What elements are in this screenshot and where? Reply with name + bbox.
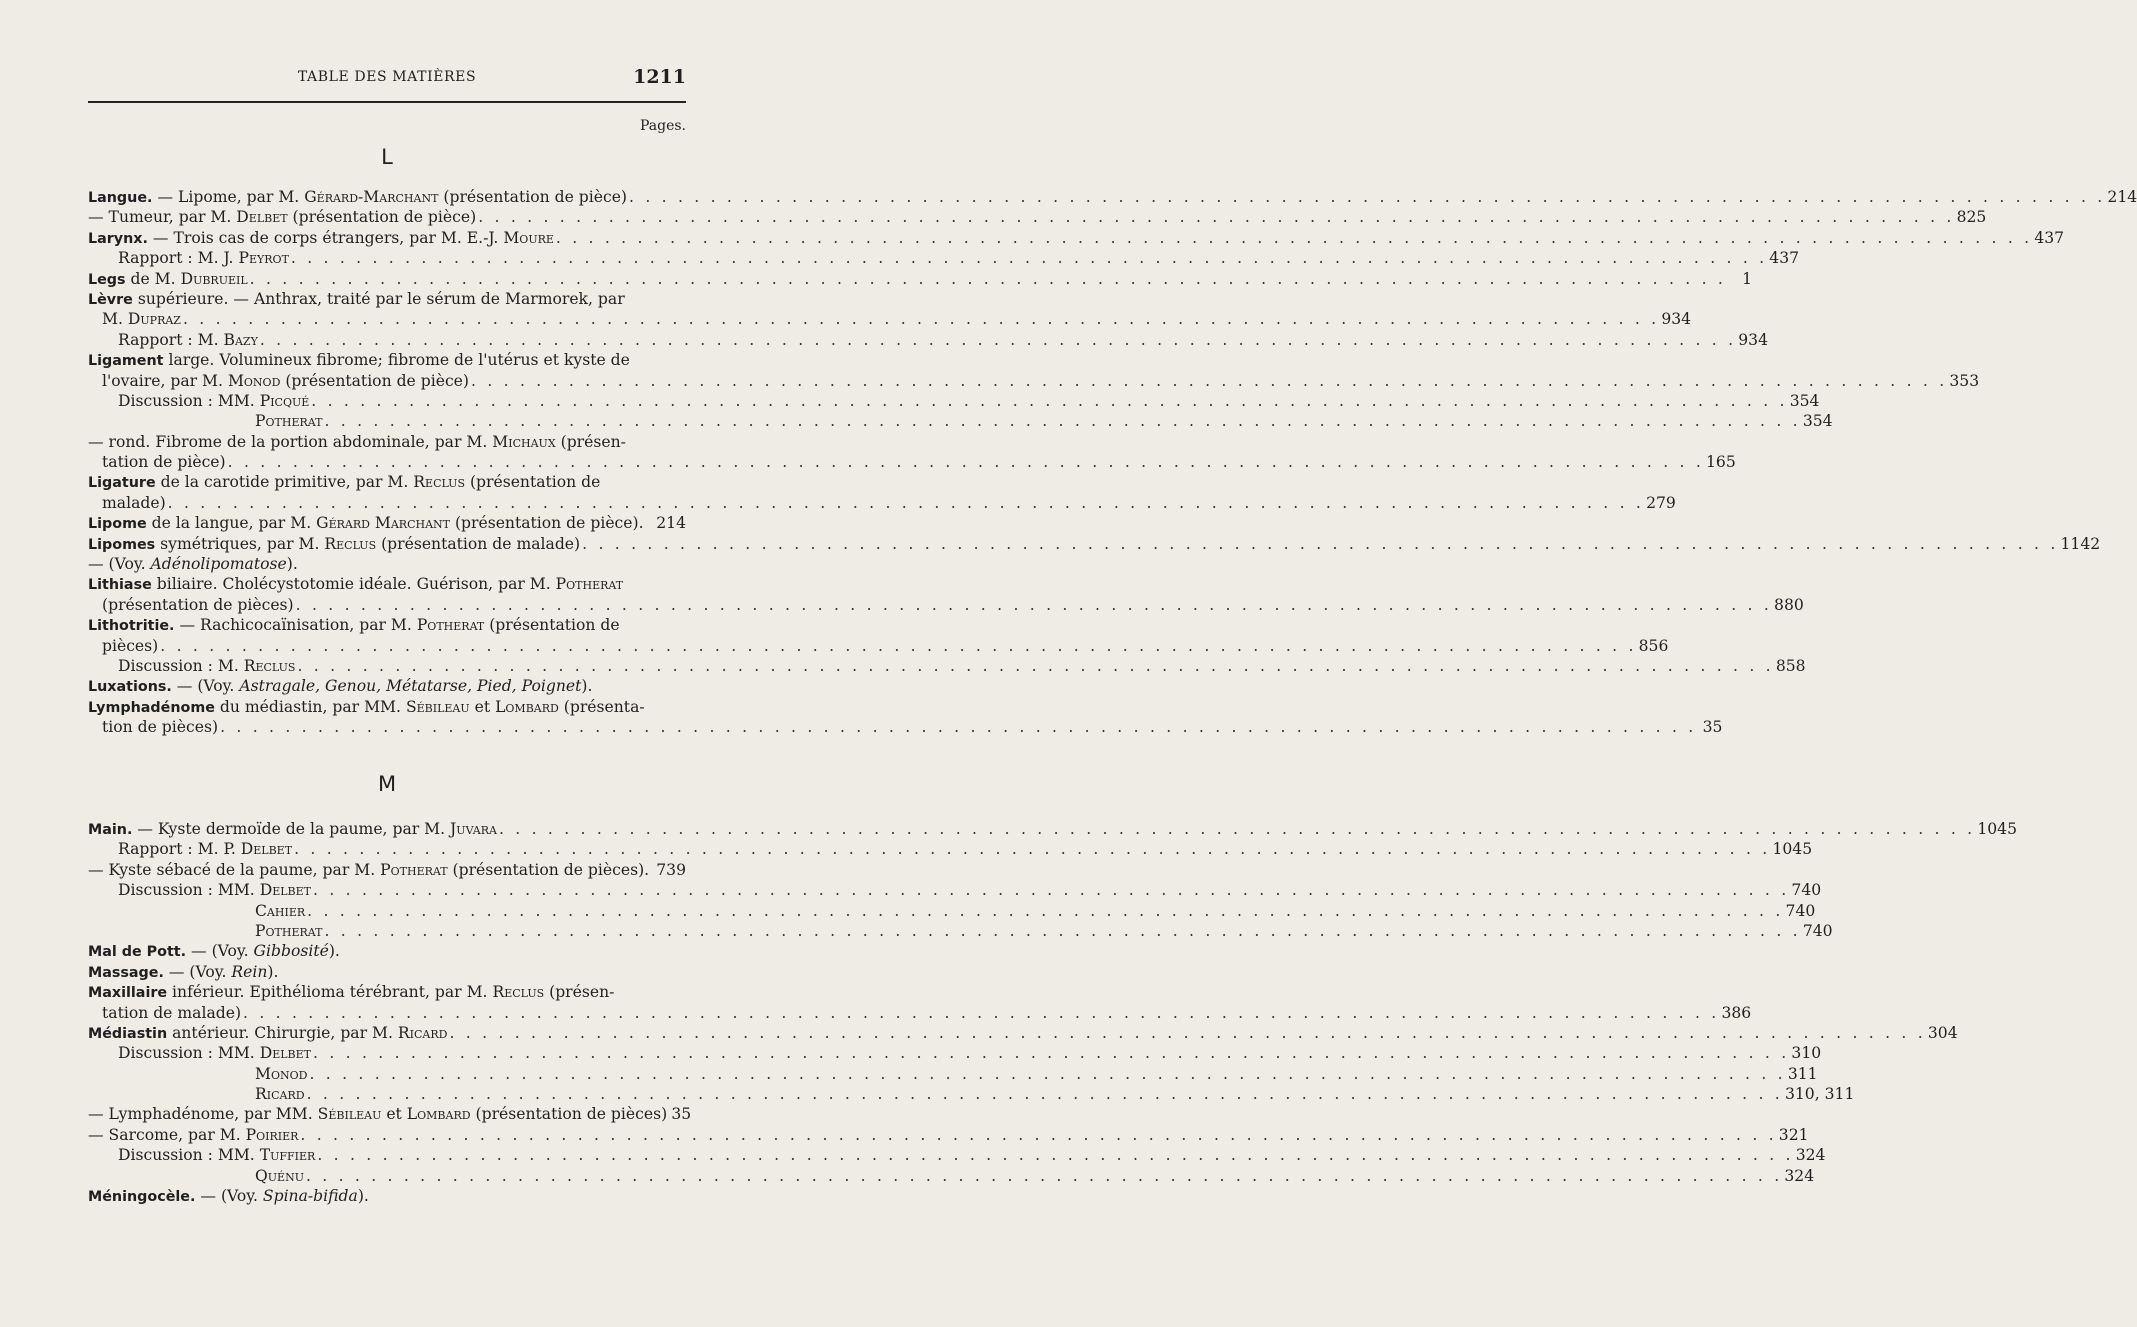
entry-keyword: Massage. xyxy=(88,964,164,981)
entry-text xyxy=(88,1186,369,1207)
dot-leader xyxy=(220,717,1696,737)
section-l-entries xyxy=(88,187,2137,738)
dot-leader xyxy=(556,228,2032,248)
entry-text-part: (présentation de pièce) xyxy=(287,208,477,227)
index-entry xyxy=(88,411,1833,431)
index-entry xyxy=(88,391,1820,411)
index-entry xyxy=(88,371,1980,391)
entry-text xyxy=(118,656,295,676)
entry-text xyxy=(88,228,554,249)
entry-text-part: (présentation de pièces) xyxy=(470,1105,668,1124)
entry-text-part: Rapport : M. xyxy=(118,330,224,349)
dot-leader xyxy=(471,371,1947,391)
dot-leader xyxy=(313,880,1789,900)
dot-leader xyxy=(168,493,1644,513)
index-entry xyxy=(88,330,1768,350)
index-entry xyxy=(88,656,1806,676)
dot-leader xyxy=(499,819,1975,839)
author-name: Delbet xyxy=(240,840,293,859)
entry-text xyxy=(102,493,166,513)
author-name: Potherat xyxy=(416,616,485,635)
entry-keyword: Lèvre xyxy=(88,291,133,308)
index-entry xyxy=(88,1125,1809,1145)
entry-text xyxy=(88,697,645,718)
entry-keyword: Maxillaire xyxy=(88,985,168,1002)
entry-text-part: de la langue, par M. xyxy=(146,514,317,533)
entry-text-part: pièces) xyxy=(102,636,159,655)
entry-text-part: tation de pièce) xyxy=(102,453,226,472)
author-name: Sébileau xyxy=(405,697,470,716)
author-name: Lombard xyxy=(406,1105,471,1124)
section-m-entries xyxy=(88,819,2018,1206)
entry-text xyxy=(88,1125,298,1145)
entry-text-part: — (Voy. xyxy=(163,962,232,981)
index-entry xyxy=(88,1104,692,1124)
entry-text-part: ). xyxy=(328,942,340,961)
entry-keyword: Mal de Pott. xyxy=(88,944,187,961)
running-head xyxy=(88,66,686,88)
author-name: Delbet xyxy=(259,1044,312,1063)
index-entry xyxy=(88,697,686,717)
entry-text-part: large. Volumineux fibrome; fibrome de l'utérus et kyste de xyxy=(163,351,630,370)
entry-text-part: — (Voy. xyxy=(171,677,240,696)
page-reference: 856 xyxy=(1638,636,1669,655)
author-name: Delbet xyxy=(236,208,288,227)
entry-text xyxy=(88,472,600,493)
dot-leader xyxy=(300,1125,1776,1145)
entry-text xyxy=(88,860,649,880)
dot-leader xyxy=(629,187,2105,207)
dot-leader xyxy=(294,839,1770,859)
entry-text xyxy=(118,880,311,900)
entry-text xyxy=(88,1104,667,1124)
author-name: Picqué xyxy=(259,391,310,410)
entry-text xyxy=(102,371,469,391)
index-entry xyxy=(88,554,686,574)
entry-text-part: — rond. Fibrome de la portion abdominale, par M. xyxy=(88,432,493,451)
cross-reference: Astragale, Genou, Métatarse, Pied, Poignet xyxy=(239,677,582,696)
page-reference: 437 xyxy=(1769,249,1800,268)
entry-text xyxy=(88,962,278,983)
index-entry xyxy=(88,1084,1855,1104)
page-reference: 354 xyxy=(1789,391,1820,410)
index-entry xyxy=(88,472,686,492)
index-entry xyxy=(88,187,2137,207)
page-reference: 858 xyxy=(1775,656,1806,675)
entry-text xyxy=(88,289,625,310)
index-entry xyxy=(88,350,686,370)
entry-text-part: — Kyste dermoïde de la paume, par M. xyxy=(132,820,451,838)
entry-text xyxy=(102,1003,241,1023)
dot-leader xyxy=(313,1043,1789,1063)
index-entry xyxy=(88,839,1813,859)
entry-text-part: (présenta- xyxy=(558,697,645,716)
author-name: Dubrueil xyxy=(180,269,248,288)
entry-text-part: (présentation de pièces) xyxy=(102,595,294,614)
index-entry xyxy=(88,676,686,696)
index-entry xyxy=(88,1003,1752,1023)
entry-text-part: ). xyxy=(286,555,298,574)
dot-leader xyxy=(449,1023,1925,1043)
cross-reference: Spina-bifida xyxy=(262,1187,358,1206)
author-name: Michaux xyxy=(492,432,556,451)
entry-keyword: Main. xyxy=(88,822,133,838)
entry-keyword: Larynx. xyxy=(88,230,148,247)
entry-keyword: Médiastin xyxy=(88,1025,168,1042)
entry-text-part: et xyxy=(469,697,496,716)
index-entry xyxy=(88,432,686,452)
entry-text-part: malade) xyxy=(102,493,166,512)
entry-text xyxy=(88,676,592,697)
page-number: 1211 xyxy=(633,66,686,88)
entry-text xyxy=(255,921,322,941)
page-reference: 353 xyxy=(1949,371,1980,390)
index-entry xyxy=(88,207,1987,227)
index-entry xyxy=(88,452,1736,472)
entry-text-part: (présen- xyxy=(544,983,615,1002)
entry-text-part: (présentation de pièce) xyxy=(280,371,469,390)
entry-text-part: (présentation de pièce) xyxy=(438,188,628,206)
entry-text-part: — Kyste sébacé de la paume, par M. xyxy=(88,860,381,879)
entry-text xyxy=(88,554,298,574)
entry-text-part: du médiastin, par MM. xyxy=(214,697,406,716)
page-reference: 214 xyxy=(656,514,686,533)
dot-leader xyxy=(228,452,1704,472)
entry-text xyxy=(255,901,305,921)
author-name: Monod xyxy=(227,371,281,390)
entry-text xyxy=(102,717,218,737)
index-entry xyxy=(88,819,2018,839)
entry-text-part: biliaire. Cholécystotomie idéale. Guérison, par M. xyxy=(151,575,556,594)
entry-text-part: tation de malade) xyxy=(102,1003,242,1022)
index-entry xyxy=(88,1186,686,1206)
index-entry xyxy=(88,595,1804,615)
entry-text xyxy=(118,248,289,268)
entry-text xyxy=(88,187,627,208)
entry-text xyxy=(88,941,340,962)
entry-text-part: inférieur. Epithélioma térébrant, par M. xyxy=(167,983,493,1002)
index-entry xyxy=(88,901,1816,921)
entry-text-part: Discussion : MM. xyxy=(118,1146,260,1165)
index-entry xyxy=(88,269,1753,289)
author-name: Gérard Marchant xyxy=(316,514,450,533)
dot-leader xyxy=(582,534,2058,554)
page-reference: 934 xyxy=(1738,330,1768,349)
cross-reference: Rein xyxy=(231,962,268,981)
entry-keyword: Ligature xyxy=(88,475,156,492)
header-rule xyxy=(88,101,686,103)
index-entry xyxy=(88,228,2065,248)
page-reference: 165 xyxy=(1706,453,1736,472)
author-name: Monod xyxy=(255,1064,308,1083)
page-reference: 880 xyxy=(1774,595,1804,614)
index-entry xyxy=(88,982,686,1002)
entry-text-part: — (Voy. xyxy=(186,942,254,961)
page-reference: 386 xyxy=(1721,1003,1752,1022)
entry-text-part: Discussion : MM. xyxy=(118,1044,260,1063)
index-entry xyxy=(88,513,686,533)
index-entry xyxy=(88,615,686,635)
entry-keyword: Méningocèle. xyxy=(88,1189,196,1206)
entry-text-part: (présen- xyxy=(555,432,626,451)
author-name: Juvara xyxy=(450,820,497,838)
index-entry xyxy=(88,289,686,309)
entry-text xyxy=(118,391,309,411)
entry-text-part: — Lipome, par M. xyxy=(152,188,305,206)
index-entry xyxy=(88,880,1822,900)
dot-leader xyxy=(324,921,1800,941)
entry-text-part: ). xyxy=(357,1187,369,1206)
entry-text xyxy=(102,452,226,472)
entry-text-part: (présentation de pièces). xyxy=(447,860,650,879)
entry-text xyxy=(88,982,614,1003)
dot-leader xyxy=(297,656,1773,676)
page-reference: 310 xyxy=(1791,1044,1822,1063)
author-name: Potherat xyxy=(255,412,323,431)
page-reference: 214 xyxy=(2107,188,2137,206)
index-entry xyxy=(88,574,686,594)
author-name: Tuffier xyxy=(259,1146,316,1165)
author-name: Cahier xyxy=(255,901,306,920)
page-reference: 304 xyxy=(1927,1023,1958,1042)
dot-leader xyxy=(250,269,1726,289)
page-reference: 324 xyxy=(1795,1146,1826,1165)
entry-text xyxy=(88,432,626,452)
entry-text-part: Rapport : M. P. xyxy=(118,840,241,859)
entry-text-part: Discussion : M. xyxy=(118,656,244,675)
page-reference: 825 xyxy=(1956,208,1987,227)
entry-text-part: de M. xyxy=(125,269,181,288)
entry-text xyxy=(118,330,258,350)
dot-leader xyxy=(183,309,1659,329)
author-name: Reclus xyxy=(243,656,296,675)
entry-keyword: Luxations. xyxy=(88,679,172,696)
entry-text xyxy=(255,411,322,431)
author-name: Sébileau xyxy=(317,1105,382,1124)
page-reference: 321 xyxy=(1778,1125,1809,1144)
entry-text-part: Rapport : M. J. xyxy=(118,249,239,268)
author-name: Potherat xyxy=(380,860,448,879)
dot-leader xyxy=(306,1166,1782,1186)
index-entry xyxy=(88,1023,1958,1043)
entry-text-part: — (Voy. xyxy=(195,1187,263,1206)
index-entry xyxy=(88,1064,1818,1084)
entry-text-part: l'ovaire, par M. xyxy=(102,371,228,390)
cross-reference: Gibbosité xyxy=(253,942,329,961)
entry-text-part: ). xyxy=(267,962,279,981)
index-entry xyxy=(88,1166,1815,1186)
entry-text xyxy=(102,636,158,656)
entry-text xyxy=(88,350,630,371)
entry-text xyxy=(88,1023,447,1044)
entry-text-part: (présentation de pièce). xyxy=(450,514,644,533)
pages-column-label: Pages. xyxy=(639,118,686,134)
index-entry xyxy=(88,717,1723,737)
index-entry xyxy=(88,309,1692,329)
entry-text-part: — Trois cas de corps étrangers, par M. E.-J. xyxy=(147,228,504,247)
entry-keyword: Lipome xyxy=(88,516,147,533)
page-reference: 1142 xyxy=(2060,534,2101,553)
author-name: Ricard xyxy=(397,1023,448,1042)
entry-text-part: — Lymphadénome, par MM. xyxy=(88,1105,318,1124)
entry-text-part: de la carotide primitive, par M. xyxy=(155,473,414,492)
author-name: Delbet xyxy=(259,881,312,900)
entry-text-part: Discussion : MM. xyxy=(118,391,260,410)
dot-leader xyxy=(311,391,1787,411)
entry-text xyxy=(255,1166,304,1186)
entry-text xyxy=(88,574,623,595)
author-name: Gérard-Marchant xyxy=(304,188,439,206)
page-reference: 739 xyxy=(656,860,686,879)
entry-text-part: (présentation de xyxy=(484,616,620,635)
page-reference: 1 xyxy=(1742,269,1753,288)
index-entry xyxy=(88,636,1669,656)
author-name: Reclus xyxy=(413,473,465,492)
index-entry xyxy=(88,1043,1822,1063)
dot-leader xyxy=(243,1003,1719,1023)
dot-leader xyxy=(307,901,1783,921)
author-name: Bazy xyxy=(223,330,258,349)
page-reference: 437 xyxy=(2034,228,2065,247)
author-name: Potherat xyxy=(555,575,624,594)
index-entry xyxy=(88,534,2101,554)
entry-keyword: Lithotritie. xyxy=(88,618,175,635)
entry-keyword: Langue. xyxy=(88,190,153,206)
entry-text xyxy=(255,1064,307,1084)
entry-text-part: — (Voy. xyxy=(88,555,151,574)
page-reference: 1045 xyxy=(1977,820,2018,838)
entry-text-part: (présentation de malade) xyxy=(376,534,581,553)
section-letter-l: L xyxy=(381,145,393,169)
section-letter-m: M xyxy=(377,772,397,796)
entry-text xyxy=(88,269,248,290)
author-name: Potherat xyxy=(255,921,323,940)
author-name: Ricard xyxy=(255,1085,305,1104)
dot-leader xyxy=(160,636,1636,656)
entry-text xyxy=(88,513,644,534)
entry-text xyxy=(102,309,181,329)
page-reference: 354 xyxy=(1802,412,1833,431)
running-head-title: TABLE DES MATIÈRES xyxy=(297,69,477,85)
entry-text-part: (présentation de xyxy=(465,473,601,492)
page-reference: 311 xyxy=(1787,1064,1818,1083)
entry-text xyxy=(88,207,476,227)
author-name: Poirier xyxy=(245,1125,299,1144)
entry-keyword: Lymphadénome xyxy=(88,699,215,716)
dot-leader xyxy=(309,1064,1785,1084)
author-name: Reclus xyxy=(324,534,377,553)
dot-leader xyxy=(317,1145,1793,1165)
entry-text-part: — Rachicocaïnisation, par M. xyxy=(174,616,417,635)
index-entry xyxy=(88,248,1800,268)
author-name: Peyrot xyxy=(238,249,289,268)
entry-text xyxy=(118,1043,311,1063)
entry-text-part: — Tumeur, par M. xyxy=(88,208,237,227)
dot-leader xyxy=(291,248,1767,268)
entry-text-part: supérieure. — Anthrax, traité par le sérum de Marmorek, par xyxy=(132,289,625,308)
dot-leader xyxy=(296,595,1772,615)
entry-text xyxy=(102,595,294,615)
dot-leader xyxy=(307,1084,1783,1104)
entry-keyword: Lithiase xyxy=(88,577,152,594)
index-entry xyxy=(88,962,686,982)
author-name: Quénu xyxy=(255,1166,304,1185)
entry-keyword: Legs xyxy=(88,271,126,288)
index-entry xyxy=(88,941,686,961)
page-reference: 35 xyxy=(1702,718,1723,737)
entry-text xyxy=(88,615,620,636)
page-reference: 35 xyxy=(671,1105,692,1124)
entry-text-part: ). xyxy=(581,677,593,696)
author-name: Moure xyxy=(503,228,554,247)
author-name: Reclus xyxy=(492,983,545,1002)
entry-keyword: Ligament xyxy=(88,353,164,370)
page-reference: 1045 xyxy=(1772,840,1813,859)
entry-text xyxy=(118,1145,315,1165)
entry-text-part: symétriques, par M. xyxy=(155,534,325,553)
index-entry xyxy=(88,493,1676,513)
dot-leader xyxy=(324,411,1800,431)
page-reference: 310, 311 xyxy=(1784,1085,1855,1104)
entry-text xyxy=(255,1084,305,1104)
entry-text xyxy=(88,534,580,555)
entry-text-part: M. xyxy=(102,310,128,329)
index-entry xyxy=(88,860,686,880)
author-name: Lombard xyxy=(495,697,559,716)
entry-text-part: — Sarcome, par M. xyxy=(88,1125,246,1144)
page-reference: 934 xyxy=(1661,310,1692,329)
entry-keyword: Lipomes xyxy=(88,536,156,553)
index-entry xyxy=(88,1145,1826,1165)
author-name: Dupraz xyxy=(127,310,181,329)
dot-leader xyxy=(478,207,1954,227)
page-reference: 279 xyxy=(1646,493,1676,512)
page-reference: 740 xyxy=(1785,901,1816,920)
dot-leader xyxy=(260,330,1736,350)
page-reference: 324 xyxy=(1784,1166,1815,1185)
entry-text xyxy=(88,819,497,840)
entry-text xyxy=(118,839,292,859)
entry-text-part: antérieur. Chirurgie, par M. xyxy=(167,1023,398,1042)
entry-text-part: Discussion : MM. xyxy=(118,881,260,900)
entry-text-part: tion de pièces) xyxy=(102,718,219,737)
entry-text-part: et xyxy=(381,1105,407,1124)
page-reference: 740 xyxy=(1791,881,1822,900)
index-entry xyxy=(88,921,1833,941)
cross-reference: Adénolipomatose xyxy=(150,555,287,574)
page-reference: 740 xyxy=(1802,921,1833,940)
